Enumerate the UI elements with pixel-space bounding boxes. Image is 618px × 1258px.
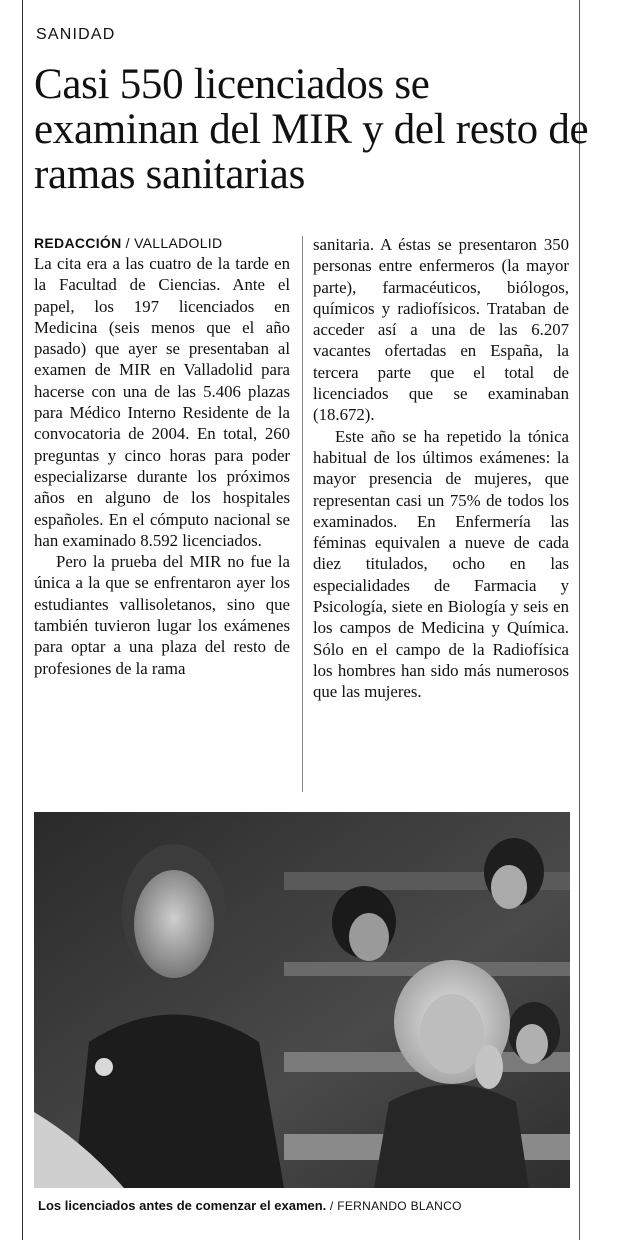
byline-place: VALLADOLID xyxy=(134,235,223,251)
photo-caption xyxy=(38,1198,462,1213)
paragraph: sanitaria. A éstas se presentaron 350 personas entre enfermeros (la mayor parte), farmacéuticos, biólogos, químicos y radiofísicos. Trataban de acceder así a una de las 6.207 vacantes ofertadas en España, la tercera parte que el total de licenciados que se examinaban (18.672). xyxy=(313,235,569,425)
section-label: SANIDAD xyxy=(36,26,116,43)
caption-separator: / xyxy=(326,1199,338,1213)
paragraph: La cita era a las cuatro de la tarde en la Facultad de Ciencias. Ante el papel, los 197 licenciados en Medicina (seis menos que el año pasado) que ayer se presentaban al examen de MIR en Valladolid para hacerse con una de las 5.406 plazas para Médico Interno Residente de la convocatoria de 2004. En total, 260 preguntas y cinco horas para poder especializarse durante los próximos años en alguno de los hospitales españoles. En el cómputo nacional se han examinado 8.592 licenciados. xyxy=(34,254,290,550)
byline-separator: / xyxy=(121,235,135,251)
column-divider xyxy=(302,236,303,792)
photo-illustration xyxy=(34,812,570,1188)
byline xyxy=(34,234,290,253)
column-1 xyxy=(34,234,290,679)
paragraph: Este año se ha repetido la tónica habitual de los últimos exámenes: la mayor presencia de mujeres, que representan casi un 75% de todos los examinados. En Enfermería las féminas equivalen a nueve de cada diez titulados, ocho en las especialidades de Farmacia y Psicología, siete en Biología y seis en los campos de Medicina y Química. Sólo en el campo de la Radiofísica los hombres han sido más numerosos que las mujeres. xyxy=(313,426,569,702)
byline-author: REDACCIÓN xyxy=(34,235,122,251)
left-rule xyxy=(22,0,23,1240)
column-2 xyxy=(313,234,569,703)
caption-text: Los licenciados antes de comenzar el examen. xyxy=(38,1198,327,1213)
paragraph: Pero la prueba del MIR no fue la única a la que se enfrentaron ayer los estudiantes vallisoletanos, sino que también tuvieron lugar los exámenes para optar a una plaza del resto de profesiones de la rama xyxy=(34,552,290,678)
news-photo xyxy=(34,812,570,1188)
headline: Casi 550 licenciados se examinan del MIR y del resto de ramas sanitarias xyxy=(34,61,589,198)
photo-credit: FERNANDO BLANCO xyxy=(337,1199,462,1213)
article-body xyxy=(34,234,570,796)
